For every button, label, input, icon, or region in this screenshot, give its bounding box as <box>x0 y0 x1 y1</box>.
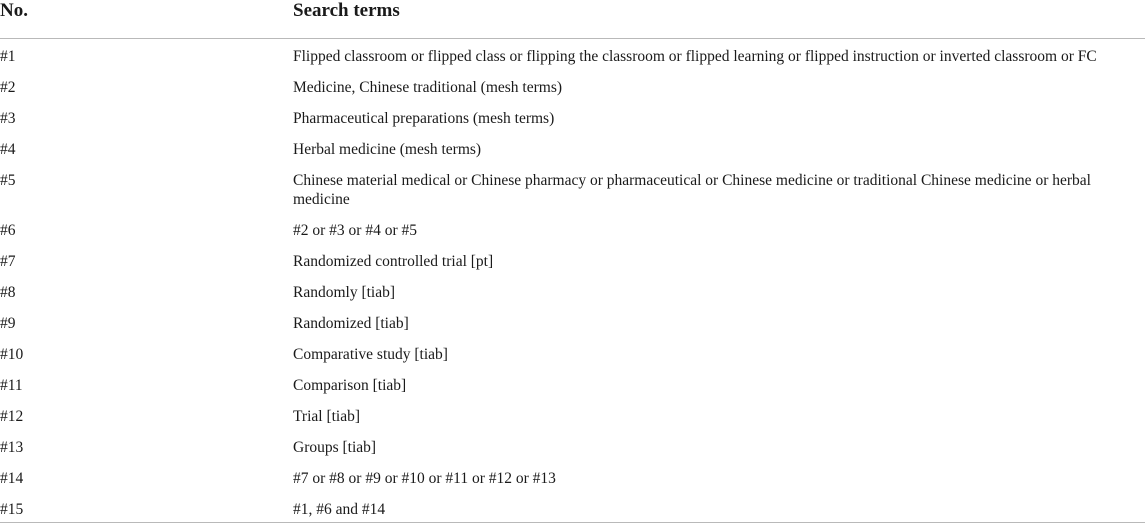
row-search-terms: Randomized [tiab] <box>293 315 409 332</box>
header-row <box>0 0 1145 39</box>
table-row <box>0 132 1145 163</box>
table-body <box>0 39 1145 524</box>
row-number: #3 <box>0 110 16 127</box>
table-row <box>0 430 1145 461</box>
row-number: #13 <box>0 439 24 456</box>
row-search-terms: Comparative study [tiab] <box>293 346 448 363</box>
header-no: No. <box>0 0 293 39</box>
row-search-terms: #7 or #8 or #9 or #10 or #11 or #12 or #13 <box>293 470 556 487</box>
row-number: #2 <box>0 79 16 96</box>
row-number: #5 <box>0 172 16 189</box>
row-search-terms: Randomly [tiab] <box>293 284 396 301</box>
table-row <box>0 492 1145 523</box>
table-row <box>0 39 1145 71</box>
row-number: #10 <box>0 346 24 363</box>
table-bottom-rule <box>0 522 1145 523</box>
row-search-terms: #2 or #3 or #4 or #5 <box>293 222 417 239</box>
row-number: #15 <box>0 501 24 518</box>
table-row <box>0 213 1145 244</box>
header-search-terms: Search terms <box>293 0 1145 39</box>
table-row <box>0 275 1145 306</box>
row-search-terms: Trial [tiab] <box>293 408 361 425</box>
row-search-terms: Pharmaceutical preparations (mesh terms) <box>293 110 555 127</box>
table-row <box>0 163 1145 213</box>
row-number: #12 <box>0 408 24 425</box>
table-row <box>0 368 1145 399</box>
table-row <box>0 101 1145 132</box>
row-number: #6 <box>0 222 16 239</box>
row-number: #9 <box>0 315 16 332</box>
row-number: #7 <box>0 253 16 270</box>
row-search-terms: #1, #6 and #14 <box>293 501 386 518</box>
row-search-terms: Chinese material medical or Chinese pharmacy or pharmaceutical or Chinese medicine or traditional Chinese medicine or herbal medicine <box>293 172 1091 208</box>
table-row <box>0 70 1145 101</box>
row-number: #11 <box>0 377 23 394</box>
row-search-terms: Randomized controlled trial [pt] <box>293 253 494 270</box>
table-header <box>0 0 1145 39</box>
table-row <box>0 306 1145 337</box>
table-row <box>0 337 1145 368</box>
row-number: #1 <box>0 48 16 65</box>
row-search-terms: Comparison [tiab] <box>293 377 407 394</box>
row-number: #14 <box>0 470 24 487</box>
table-row <box>0 461 1145 492</box>
row-search-terms: Groups [tiab] <box>293 439 377 456</box>
table-row <box>0 244 1145 275</box>
row-search-terms: Herbal medicine (mesh terms) <box>293 141 482 158</box>
row-number: #8 <box>0 284 16 301</box>
row-search-terms: Flipped classroom or flipped class or flipping the classroom or flipped learning or flipped instruction or inverted classroom or FC <box>293 48 1097 65</box>
row-number: #4 <box>0 141 16 158</box>
row-search-terms: Medicine, Chinese traditional (mesh terms) <box>293 79 563 96</box>
table-row <box>0 399 1145 430</box>
